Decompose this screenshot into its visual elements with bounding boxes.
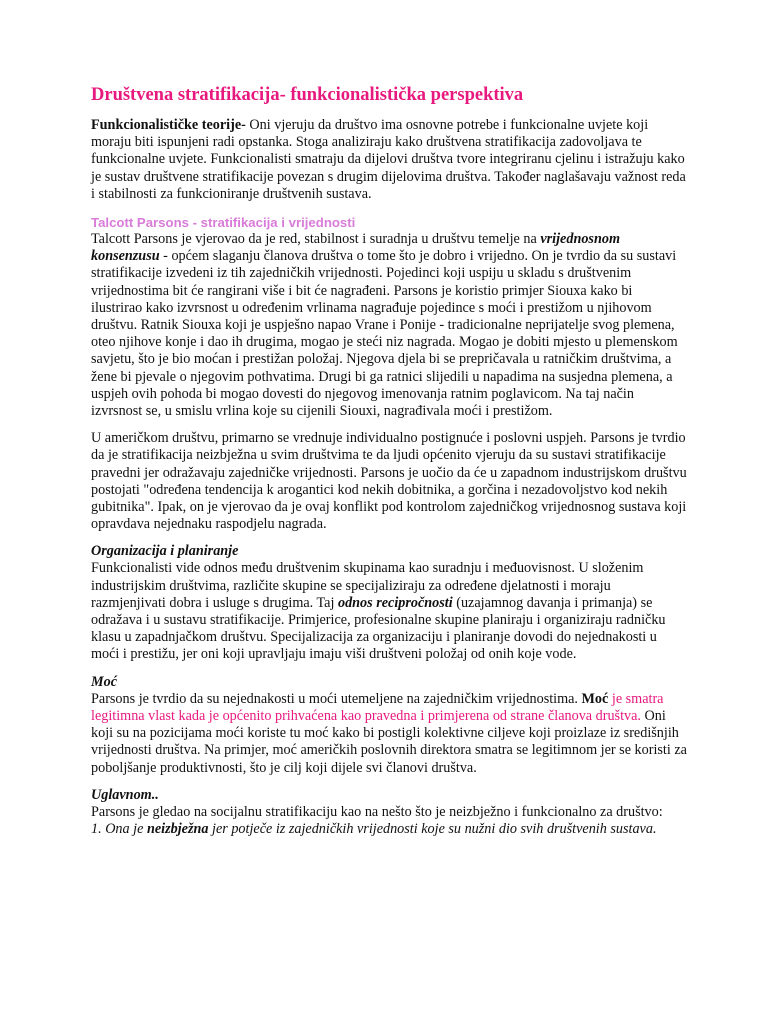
intro-lead: Funkcionalističke teorije- xyxy=(91,117,246,133)
moc-bold-term: Moć xyxy=(581,690,609,707)
document-title: Društvena stratifikacija- funkcionalistička perspektiva xyxy=(91,85,524,105)
uglavnom-list-item-1 xyxy=(91,821,687,838)
intro-text: Oni vjeruju da društvo ima osnovne potrebe i funkcionalne uvjete koji moraju biti ispunjeni radi opstanka. Stoga analiziraju kako društvena stratifikacija zadovoljava te funkcionalne uvjete. Funkcionalisti smatraju da dijelovi društva tvore integriranu cjelinu i istražuju kako je sustav društvene stratifikacije povezan s drugim dijelovima društva. Također naglašavaju važnost reda i stabilnosti za funkcioniranje društvenih sustava. xyxy=(91,117,686,202)
moc-text-b: Oni koji su na pozicijama moći koriste tu moć kako bi postigli kolektivne ciljeve koji proizlaze iz središnjih vrijednosti društva. Na primjer, moć američkih poslovnih direktora smatra se legitimnom jer se koristi za poboljšanje produktivnosti, što je cilj koji dijele svi članovi društva. xyxy=(91,707,687,776)
document-page xyxy=(91,84,687,838)
organizacija-paragraph xyxy=(91,560,687,663)
parsons-heading: Talcott Parsons - stratifikacija i vrijednosti xyxy=(91,215,356,231)
organizacija-emphasis: odnos recipročnosti xyxy=(337,594,453,611)
parsons-p1-text-b: - općem slaganju članova društva o tome što je dobro i vrijedno. On je tvrdio da su sustavi stratifikacije izvedeni iz tih zajedničkih vrijednosti. Pojedinci koji uspiju u skladu s društvenim vrijednostima bit će rangirani više i bit će nagrađeni. Parsons je koristio primjer Siouxa kako bi ilustrirao kako izvrsnost u određenim vrlinama nagrađuje pojedince s moći i prestižom u njihovom društvu. Ratnik Siouxa koji je uspješno napao Vrane i Ponije - tradicionalne neprijatelje svog plemena, oteo njihove konje i dao ih drugima, mogao je steći niz nagrada. Mogao je dobiti mjesto u plemenskom savjetu, što je bio moćan i prestižan položaj. Njegova djela bi se prepričavala u ratničkim društvima, a žene bi pjevale o njegovim pothvatima. Drugi bi ga ratnici slijedili u napadima na susjedna plemena, a uspjeh ovih pohoda bi mogao dovesti do njegovog imenovanja ratnim poglavicom. Na taj način izvrsnost se, u smislu vrlina koje su cijenili Siouxi, nagrađivala moći i prestižom. xyxy=(91,248,678,420)
moc-definition-highlight: je smatra legitimna vlast kada je općenito prihvaćena kao pravedna i primjerena od strane članova društva. xyxy=(91,690,664,724)
moc-heading: Moć xyxy=(91,673,118,690)
parsons-paragraph-1 xyxy=(91,231,687,420)
parsons-paragraph-2: U američkom društvu, primarno se vrednuje individualno postignuće i poslovni uspjeh. Parsons je tvrdio da je stratifikacija neizbježna u svim društvima te da ljudi općenito vjeruju da su sustavi stratifikacije pravedni jer odražavaju zajedničke vrijednosti. Parsons je uočio da će u zapadnom industrijskom društvu postojati "određena tendencija k arogantici kod nekih dobitnika, a gorčina i nezadovoljstvo kod nekih gubitnika". Ipak, on je vjerovao da je ovaj konflikt pod kontrolom zajedničkog vrijednosnog sustava koji opravdava nejednaku raspodjelu nagrada. xyxy=(91,430,687,533)
organizacija-text-b: (uzajamnog davanja i primanja) se odražava i u sustavu stratifikacije. Primjerice, profesionalne skupine planiraju i organiziraju radničku klasu u zapadnjačkom društvu. Specijalizacija za organizaciju i planiranje dovodi do nejednakosti u moći i prestižu, jer oni koji upravljaju imaju viši društveni položaj od onih koje vode. xyxy=(91,594,666,663)
item1-text-b: jer potječe iz zajedničkih vrijednosti koje su nužni dio svih društvenih sustava. xyxy=(208,820,657,837)
organizacija-text-a: Funkcionalisti vide odnos među društvenim skupinama kao suradnju i međuovisnost. U složenim industrijskim društvima, različite skupine se specijaliziraju za određene djelatnosti i moraju razmjenjivati dobra i usluge s drugima. Taj xyxy=(91,560,644,611)
parsons-p1-text-a: Talcott Parsons je vjerovao da je red, stabilnost i suradnja u društvu temelje na xyxy=(91,231,541,248)
intro-paragraph xyxy=(91,117,687,203)
item1-text-a: 1. Ona je xyxy=(91,820,147,837)
uglavnom-paragraph: Parsons je gledao na socijalnu stratifikaciju kao na nešto što je neizbježno i funkcionalno za društvo: xyxy=(91,803,663,820)
item1-bold: neizbježna xyxy=(146,820,209,837)
parsons-p1-emphasis: vrijednosnom konsenzusu xyxy=(91,231,620,265)
uglavnom-heading: Uglavnom.. xyxy=(91,786,159,803)
organizacija-heading: Organizacija i planiranje xyxy=(91,543,239,560)
moc-text-a: Parsons je tvrdio da su nejednakosti u moći utemeljene na zajedničkim vrijednostima. xyxy=(91,690,582,707)
moc-paragraph xyxy=(91,691,687,777)
